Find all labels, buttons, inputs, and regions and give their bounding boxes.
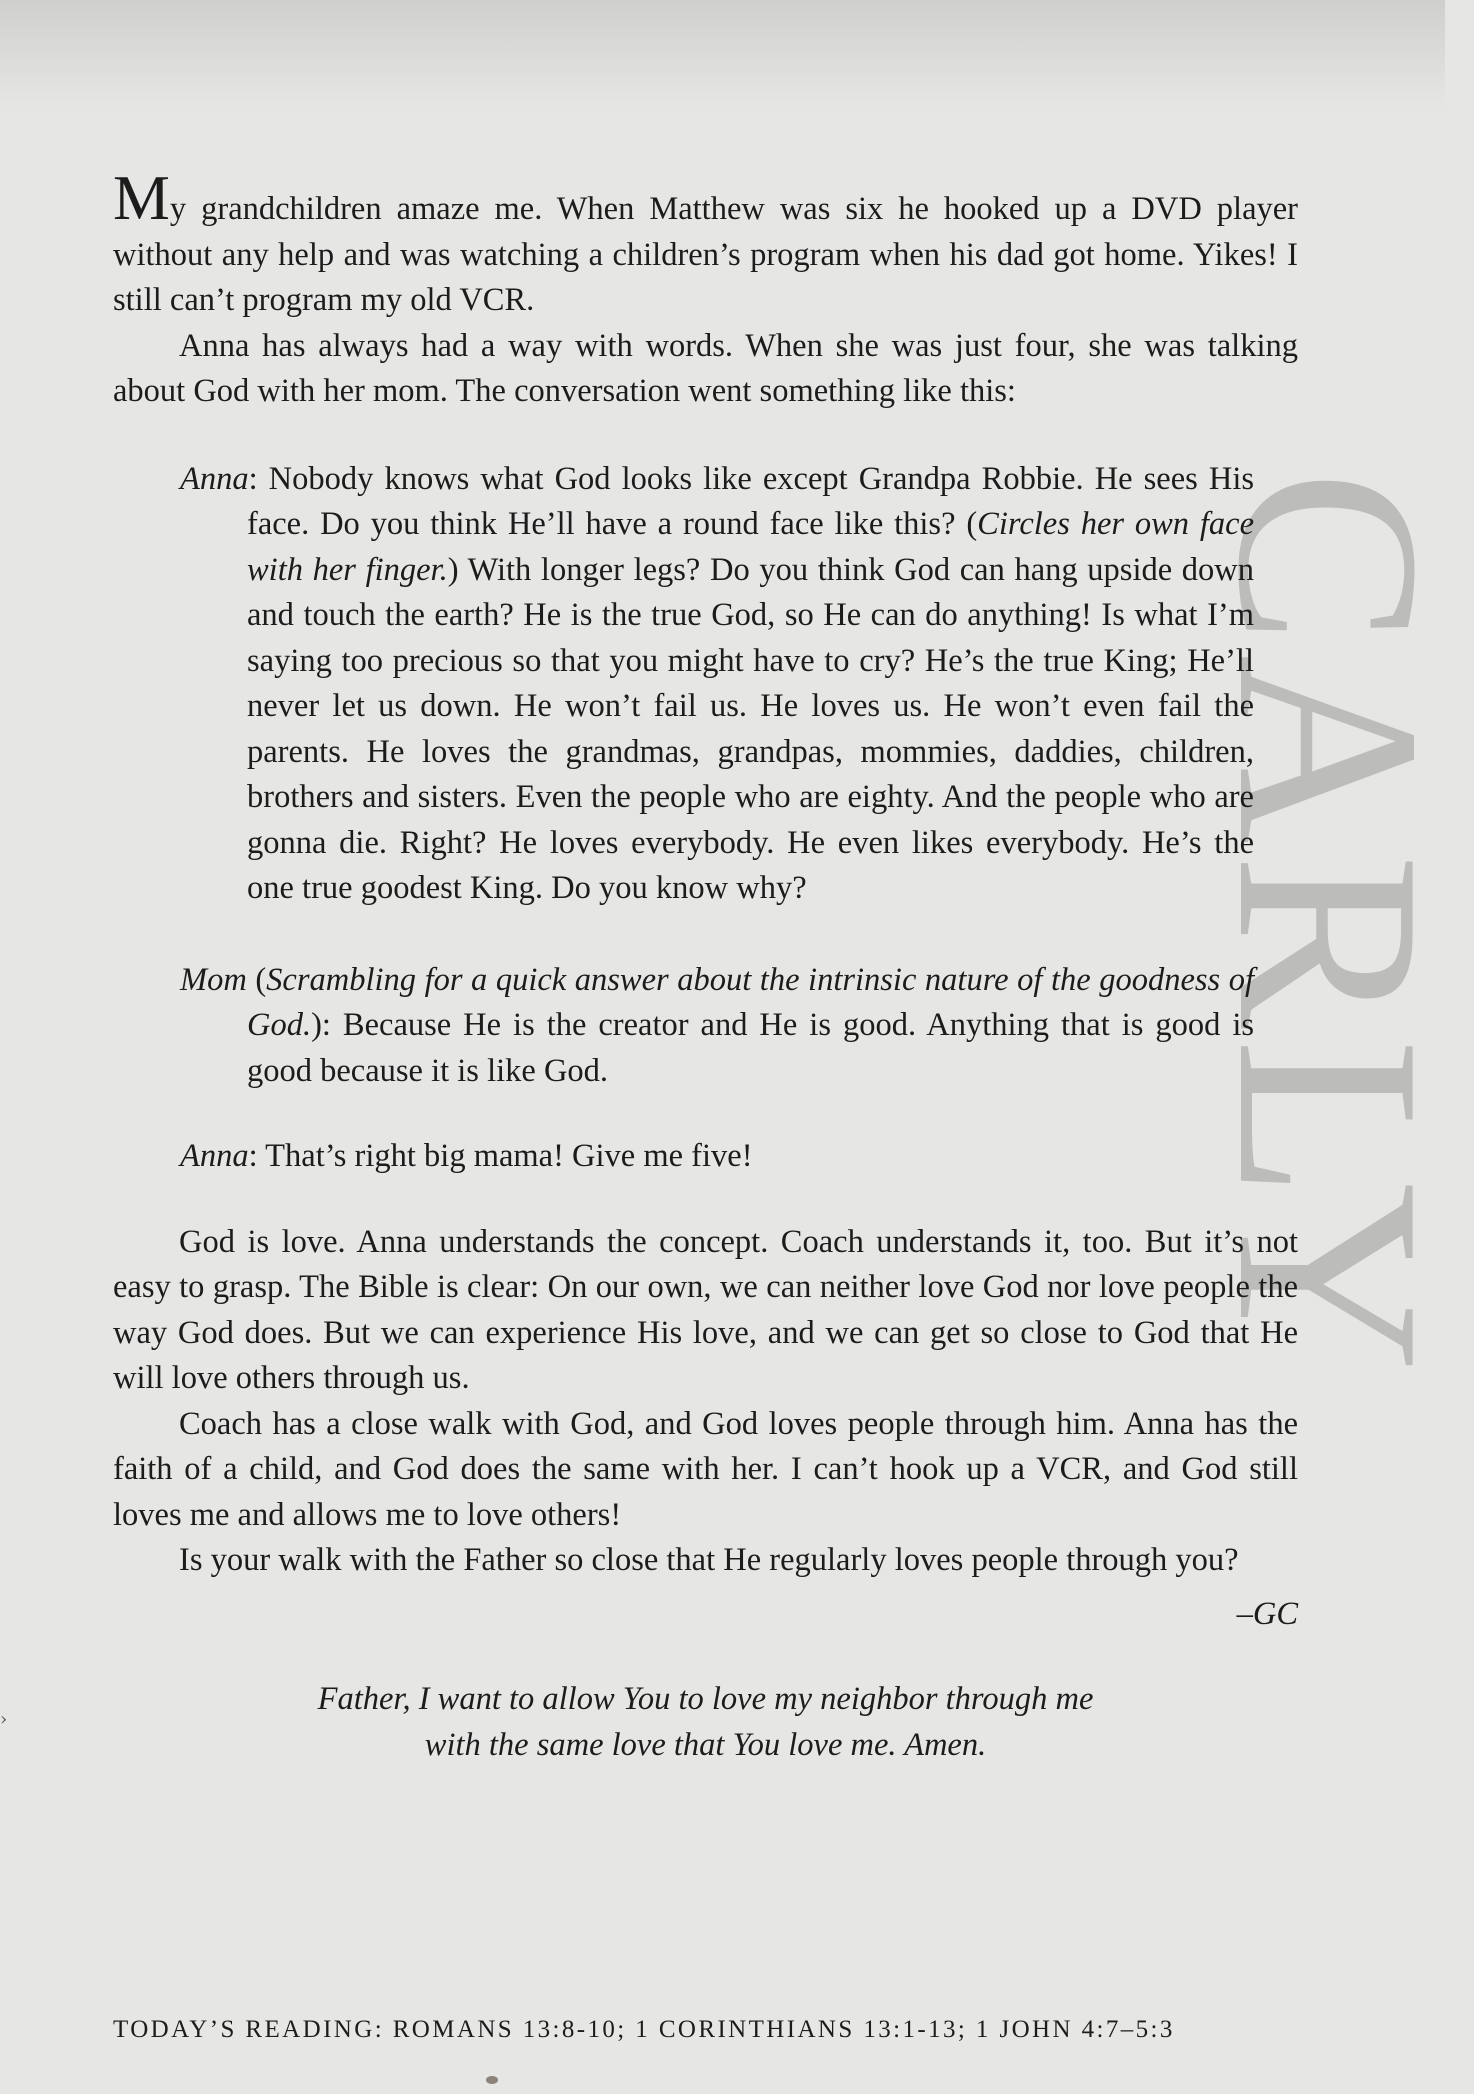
stage-direction: Scrambling for a quick answer about the intrinsic nature of the goodness of God. bbox=[247, 961, 1254, 1043]
dialogue-anna-2 bbox=[113, 1134, 1254, 1180]
spacer bbox=[113, 1180, 1298, 1220]
dialogue-text: : That’s right big mama! Give me five! bbox=[248, 1138, 753, 1174]
prayer-line-2: with the same love that You love me. Amen. bbox=[424, 1726, 987, 1763]
intro-paragraph-1-text: y grandchildren amaze me. When Matthew was six he hooked up a DVD player without any help and was watching a children’s program when his dad got home. Yikes! I still can’t program my old VCR. bbox=[113, 191, 1298, 318]
dialogue-text: : Nobody knows what God looks like except Grandpa Robbie. He sees His face. Do you think He’ll have a round face like this? ( bbox=[247, 460, 1254, 542]
spacer bbox=[113, 415, 1298, 457]
prayer-line-1: Father, I want to allow You to love my neighbor through me bbox=[317, 1681, 1094, 1717]
dialogue-text: ( bbox=[246, 961, 267, 998]
stage-direction: Circles her own face with her finger. bbox=[247, 506, 1254, 588]
body-paragraph-2: Coach has a close walk with God, and God loves people through him. Anna has the faith of a child, and God does the same with her. I can’t hook up a VCR, and God still loves me and allows me to love others! bbox=[113, 1405, 1298, 1533]
dialogue-text: ): Because He is the creator and He is good. Anything that is good is good because it is like God. bbox=[247, 1007, 1254, 1089]
drop-cap: M bbox=[113, 162, 170, 233]
dialogue-text: ) With longer legs? Do you think God can hang upside down and touch the earth? He is the true God, so He can do anything! Is what I’m saying too precious so that you might have to cry? He’s the true King; He’ll never let us down. He won’t fail us. He loves us. He won’t even fail the parents. He loves the grandmas, grandpas, mommies, daddies, children, brothers and sisters. Even the people who are eighty. And the people who are gonna die. Right? He loves everybody. He even likes everybody. He’s the one true goodest King. Do you know why? bbox=[247, 551, 1254, 906]
spacer bbox=[113, 912, 1298, 958]
todays-reading: TODAY’S READING: ROMANS 13:8-10; 1 CORINTHIANS 13:1-13; 1 JOHN 4:7–5:3 bbox=[113, 2016, 1175, 2043]
body-paragraph-1: God is love. Anna understands the concept. Coach understands it, too. But it’s not easy to grasp. The Bible is clear: On our own, we can neither love God nor love people the way God does. But we can experience His love, and we can get so close to God that He will love others through us. bbox=[113, 1223, 1298, 1396]
intro-paragraph-2: Anna has always had a way with words. When she was just four, she was talking about God with her mom. The conversation went something like this: bbox=[113, 327, 1298, 409]
closing-prayer bbox=[113, 1677, 1298, 1768]
speaker-name: Anna bbox=[180, 1138, 249, 1174]
author-signature: –GC bbox=[1236, 1595, 1298, 1632]
dialogue-anna-1 bbox=[113, 457, 1254, 912]
speaker-name: Anna bbox=[180, 460, 249, 497]
page-top-shadow bbox=[0, 0, 1445, 110]
speaker-name: Mom bbox=[180, 961, 247, 998]
dialogue-mom bbox=[113, 958, 1254, 1095]
devotional-page bbox=[113, 162, 1298, 1768]
spacer bbox=[113, 1094, 1298, 1134]
page-speck bbox=[486, 2076, 498, 2084]
margin-mark: › bbox=[0, 1709, 8, 1730]
side-name-text: CARLY bbox=[1184, 470, 1474, 1382]
intro-paragraph-1 bbox=[113, 162, 1298, 324]
body-paragraph-3: Is your walk with the Father so close that He regularly loves people through you? bbox=[179, 1542, 1239, 1578]
